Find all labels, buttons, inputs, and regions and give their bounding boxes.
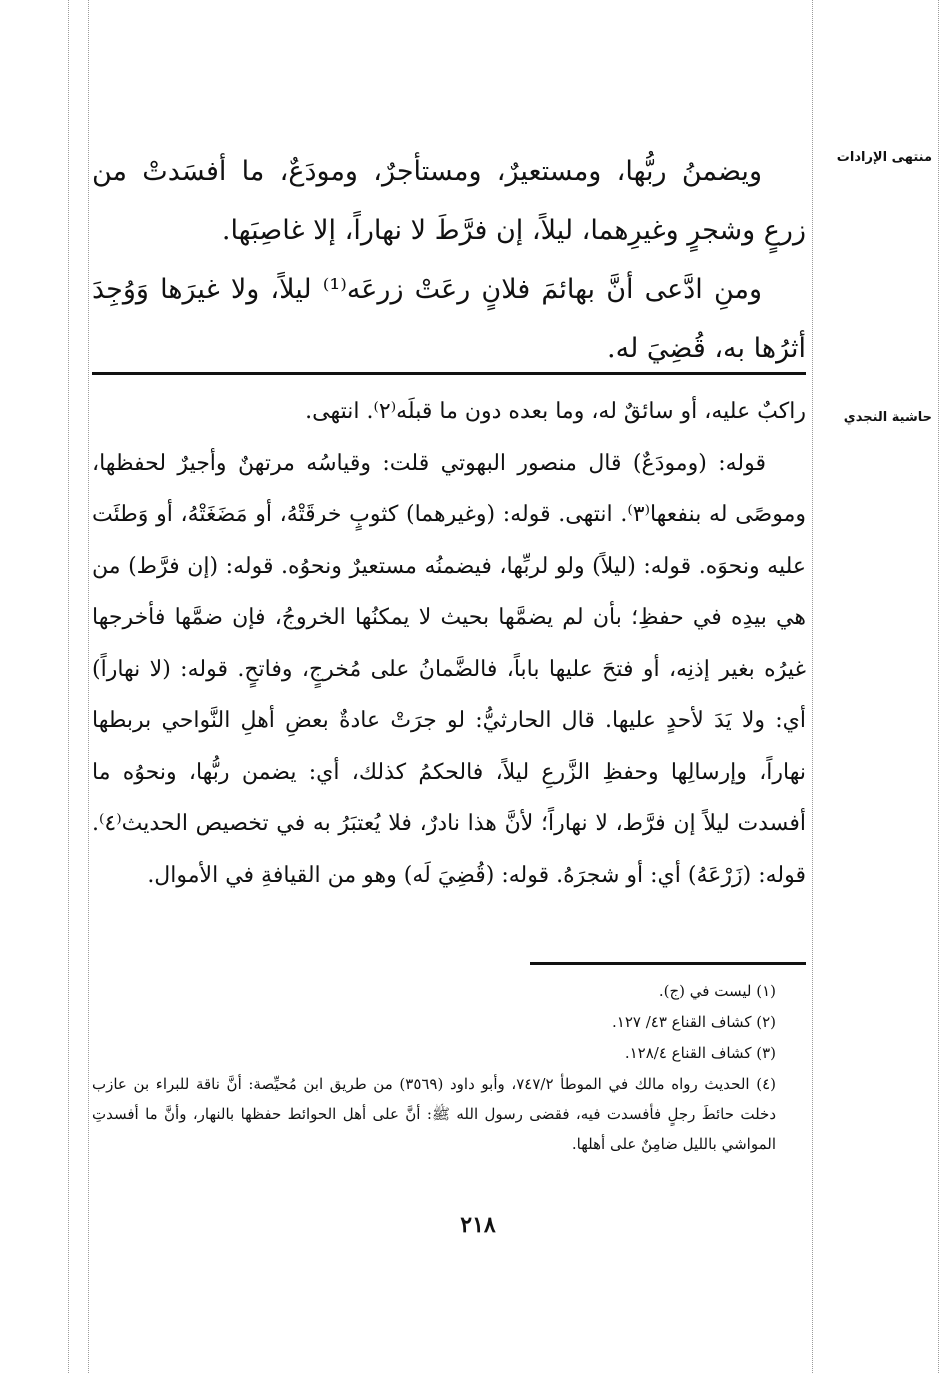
matn-side-label: منتهى الإرادات: [836, 150, 932, 165]
main-text-divider: [92, 372, 806, 375]
commentary-paragraph: قوله: (ومودَعٌ) قال منصور البهوتي قلت: وقياسُه مرتهنٌ وأجيرٌ لحفظها، وموصًى له بنفعها⁽٣⁾. انتهى. قوله: (وغيرهما) كثوبٍ خرقَتْهُ، أو مَضَغَتْهُ، أو وَطئَت عليه ونحوَه. قوله: (ليلاً) ولو لربِّها، فيضمنُه مستعيرٌ ونحوُه. قوله: (إن فرَّط) من هي بيدِه في حفظِ؛ بأن لم يضمَّها بحيث لا يمكنُها الخروجُ، فإن ضمَّها فأخرجها غيرُه بغير إذنِه، أو فتحَ عليها باباً، فالضَّمانُ على مُخرجٍ، وفاتحٍ. قوله: (لا نهاراً) أي: ولا يَدَ لأحدٍ عليها. قال الحارثيُّ: لو جرَتْ عادةٌ بعضِ أهلِ النَّواحي بربطها نهاراً، وإرسالِها وحفظِ الزَّرعِ ليلاً، فالحكمُ كذلك، أي: يضمن ربُّها، ونحوُه ما أفسدت ليلاً إن فرَّط، لا نهاراً؛ لأنَّ هذا نادرٌ، فلا يُعتبَرُ به في تخصيص الحديث⁽٤⁾. قوله: (زَرْعَهُ) أي: أو شجرَهُ. قوله: (قُضِيَ لَه) وهو من القيافةِ في الأموال.: [92, 450, 806, 888]
footnote-item: (٣) كشاف القناع ١٢٨/٤.: [624, 1044, 776, 1062]
footnote-item: (٤) الحديث رواه مالك في الموطأ ٧٤٧/٢، وأبو داود (٣٥٦٩) من طريق ابن مُحيِّصة: أنَّ ناقة للبراء بن عازب دخلت حائطَ رجلٍ فأفسدت فيه، فقضى رسول الله ﷺ: أنَّ على أهل الحوائط حفظها بالنهار، وأنَّ ما أفسدتِ المواشي بالليل ضامِنٌ على أهلها.: [92, 1075, 777, 1153]
commentary-text: [92, 386, 806, 901]
scan-guide-line-edge: [938, 0, 939, 1373]
scan-guide-line-left: [68, 0, 69, 1373]
main-text-paragraph: ويضمنُ ربُّها، ومستعيرٌ، ومستأجرٌ، ومودَعٌ، ما أفسَدتْ من زرعٍ وشجرٍ وغيرِهما، ليلاً، إن فرَّطَ لا نهاراً، إلا غاصِبَها.: [92, 156, 806, 246]
commentary-paragraph: راكبٌ عليه، أو سائقٌ له، وما بعده دون ما قبلَه⁽٢⁾. انتهى.: [305, 399, 806, 424]
footnote-divider: [530, 962, 806, 965]
footnotes: [92, 976, 806, 1159]
footnote-item: (٢) كشاف القناع ٤٣/ ١٢٧.: [612, 1013, 776, 1031]
sharh-side-label: حاشية النجدي: [843, 410, 932, 425]
page-number: ٢١٨: [460, 1212, 496, 1238]
scan-guide-line-left-inner: [88, 0, 89, 1373]
scan-guide-line-right: [812, 0, 813, 1373]
main-text-paragraph: ومنِ ادَّعى أنَّ بهائمَ فلانٍ رعَتْ زرعَه⁽¹⁾ ليلاً، ولا غيرَها وَوُجِدَ أثرُها به، قُضِيَ له.: [92, 274, 806, 364]
footnote-item: (١) ليست في (ج).: [658, 982, 776, 1000]
main-text: [92, 142, 806, 378]
